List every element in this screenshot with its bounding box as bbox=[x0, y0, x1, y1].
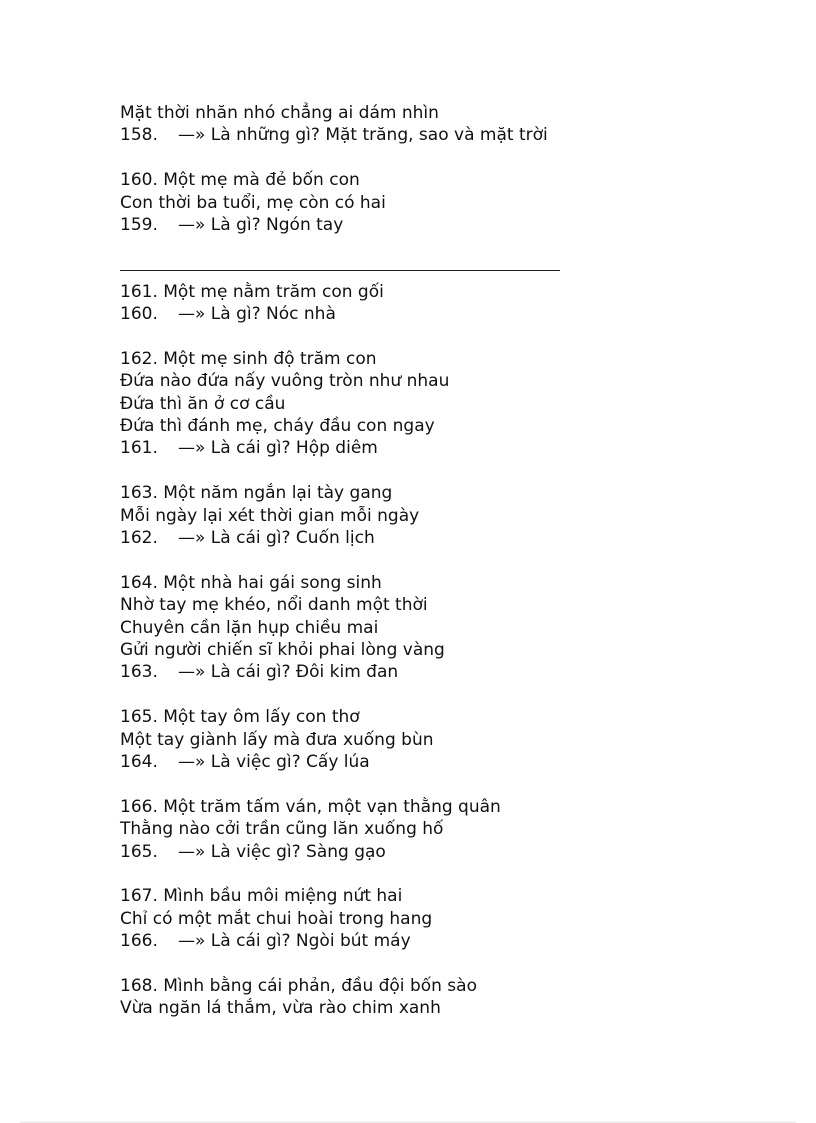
answer-line bbox=[120, 303, 720, 325]
spacer bbox=[120, 549, 720, 571]
verse-line: Chỉ có một mắt chui hoài trong hang bbox=[120, 908, 433, 929]
answer-line bbox=[120, 751, 720, 773]
riddle-title: 161. Một mẹ nằm trăm con gối bbox=[120, 281, 384, 302]
answer-line bbox=[120, 841, 720, 863]
riddle-title: 168. Mình bằng cái phản, đầu đội bốn sào bbox=[120, 975, 477, 996]
verse-line: Đứa thì ăn ở cơ cầu bbox=[120, 393, 286, 414]
answer-number: 164. bbox=[120, 751, 158, 772]
riddle-title: 165. Một tay ôm lấy con thơ bbox=[120, 707, 360, 728]
answer-line bbox=[120, 124, 720, 146]
answer-text: —» Là gì? Ngón tay bbox=[178, 214, 344, 235]
answer-number: 165. bbox=[120, 841, 158, 862]
verse-line: Vừa ngăn lá thắm, vừa rào chim xanh bbox=[120, 998, 441, 1019]
answer-line bbox=[120, 930, 720, 952]
verse-line: Một tay giành lấy mà đưa xuống bùn bbox=[120, 729, 434, 750]
riddle-title: 167. Mình bầu môi miệng nứt hai bbox=[120, 886, 403, 907]
answer-text: —» Là việc gì? Sàng gạo bbox=[178, 841, 386, 862]
verse-line: Đứa thì đánh mẹ, cháy đầu con ngay bbox=[120, 416, 435, 437]
answer-number: 158. bbox=[120, 125, 158, 146]
riddle-title: 163. Một năm ngắn lại tày gang bbox=[120, 483, 393, 504]
spacer bbox=[120, 684, 720, 706]
answer-line bbox=[120, 527, 720, 549]
answer-number: 160. bbox=[120, 304, 158, 325]
verse-line: Thằng nào cởi trần cũng lăn xuống hố bbox=[120, 819, 444, 840]
answer-text: —» Là cái gì? Ngòi bút máy bbox=[178, 931, 411, 952]
verse-line: Gửi người chiến sĩ khỏi phai lòng vàng bbox=[120, 639, 445, 660]
riddle-title: 166. Một trăm tấm ván, một vạn thằng quân bbox=[120, 796, 501, 817]
document-page bbox=[120, 102, 720, 1020]
answer-number: 162. bbox=[120, 528, 158, 549]
spacer bbox=[120, 773, 720, 795]
verse-line: Con thời ba tuổi, mẹ còn có hai bbox=[120, 192, 386, 213]
spacer bbox=[120, 863, 720, 885]
spacer bbox=[120, 460, 720, 482]
verse-line: Mỗi ngày lại xét thời gian mỗi ngày bbox=[120, 505, 420, 526]
answer-text: —» Là việc gì? Cấy lúa bbox=[178, 751, 370, 772]
answer-number: 163. bbox=[120, 662, 158, 683]
answer-text: —» Là cái gì? Đôi kim đan bbox=[178, 662, 399, 683]
verse-line: Chuyên cần lặn hụp chiều mai bbox=[120, 617, 379, 638]
riddle-title: 160. Một mẹ mà đẻ bốn con bbox=[120, 170, 360, 191]
answer-text: —» Là cái gì? Cuốn lịch bbox=[178, 528, 375, 549]
answer-text: —» Là gì? Nóc nhà bbox=[178, 304, 336, 325]
spacer bbox=[120, 952, 720, 974]
verse-line: Mặt thời nhăn nhó chẳng ai dám nhìn bbox=[120, 103, 439, 123]
answer-line bbox=[120, 661, 720, 683]
answer-line bbox=[120, 214, 720, 236]
riddle-title: 164. Một nhà hai gái song sinh bbox=[120, 572, 382, 593]
answer-number: 161. bbox=[120, 438, 158, 459]
answer-text: —» Là những gì? Mặt trăng, sao và mặt trời bbox=[178, 125, 548, 146]
answer-number: 166. bbox=[120, 931, 158, 952]
spacer bbox=[120, 236, 720, 258]
answer-line bbox=[120, 437, 720, 459]
verse-line: Đứa nào đứa nấy vuông tròn như nhau bbox=[120, 371, 450, 392]
answer-text: —» Là cái gì? Hộp diêm bbox=[178, 438, 378, 459]
separator-line bbox=[120, 270, 560, 271]
spacer bbox=[120, 147, 720, 169]
answer-number: 159. bbox=[120, 214, 158, 235]
riddle-title: 162. Một mẹ sinh độ trăm con bbox=[120, 348, 377, 369]
spacer bbox=[120, 326, 720, 348]
verse-line: Nhờ tay mẹ khéo, nổi danh một thời bbox=[120, 595, 428, 616]
